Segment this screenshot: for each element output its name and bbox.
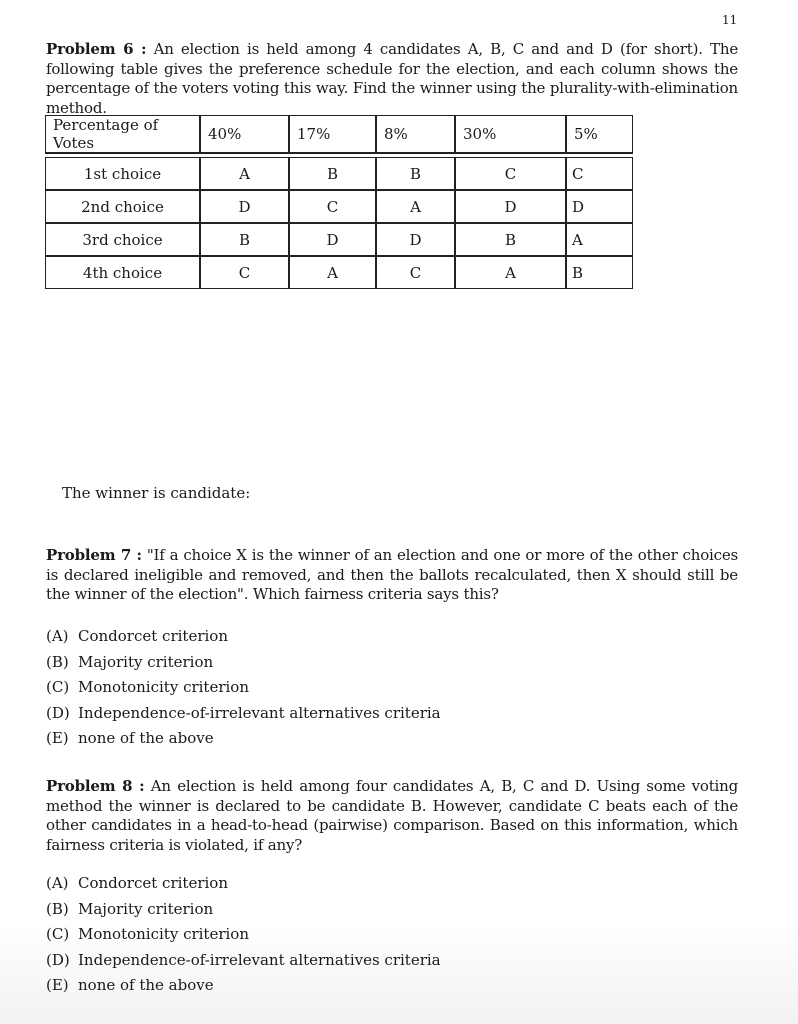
table-cell: A: [200, 157, 289, 190]
table-cell: D: [376, 223, 455, 256]
problem-8-text: An election is held among four candidates A, B, C and D. Using some voting method the winner is declared to be candidate B. However, candidate C beats each of the other candidates in a head-to-head (pairwise) comparison. Based on this information, which fairness criteria is violated, if any?: [46, 777, 738, 854]
problem-8-label: Problem 8 :: [46, 777, 145, 795]
table-cell: D: [455, 190, 566, 223]
preference-schedule-table: [45, 115, 633, 289]
table-cell: B: [289, 157, 376, 190]
table-row: [45, 157, 633, 190]
table-cell: D: [200, 190, 289, 223]
option-e[interactable]: (E) none of the above: [46, 976, 214, 994]
table-cell: A: [455, 256, 566, 289]
percentage-cell: 30%: [455, 115, 566, 154]
row-label: 4th choice: [45, 256, 200, 289]
problem-7-text: "If a choice X is the winner of an election and one or more of the other choices is declared ineligible and removed, and then the ballots recalculated, then X should still be the winner of the election". Which fairness criteria says this?: [46, 546, 738, 603]
table-row: [45, 190, 633, 223]
table-header-row: [45, 115, 633, 154]
option-a[interactable]: (A) Condorcet criterion: [46, 627, 228, 645]
option-c[interactable]: (C) Monotonicity criterion: [46, 925, 249, 943]
table-cell: D: [566, 190, 633, 223]
row-label: 2nd choice: [45, 190, 200, 223]
table-cell: A: [376, 190, 455, 223]
winner-prompt: The winner is candidate:: [62, 484, 251, 502]
table-cell: A: [289, 256, 376, 289]
table-cell: C: [376, 256, 455, 289]
table-cell: B: [455, 223, 566, 256]
table-row: [45, 256, 633, 289]
problem-6-label: Problem 6 :: [46, 40, 147, 58]
option-c[interactable]: (C) Monotonicity criterion: [46, 678, 249, 696]
table-cell: C: [200, 256, 289, 289]
table-cell: B: [200, 223, 289, 256]
problem-7-options: [46, 624, 441, 752]
table-row: [45, 223, 633, 256]
option-e[interactable]: (E) none of the above: [46, 729, 214, 747]
header-label: Percentage of Votes: [45, 115, 200, 154]
problem-6-statement: [46, 40, 738, 118]
percentage-cell: 5%: [566, 115, 633, 154]
percentage-cell: 40%: [200, 115, 289, 154]
option-a[interactable]: (A) Condorcet criterion: [46, 874, 228, 892]
option-b[interactable]: (B) Majority criterion: [46, 652, 214, 671]
row-label: 3rd choice: [45, 223, 200, 256]
table-cell: B: [376, 157, 455, 190]
option-d[interactable]: (D) Independence-of-irrelevant alternatives criteria: [46, 703, 441, 722]
percentage-cell: 8%: [376, 115, 455, 154]
percentage-cell: 17%: [289, 115, 376, 154]
table-cell: C: [289, 190, 376, 223]
row-label: 1st choice: [45, 157, 200, 190]
problem-8-statement: [46, 777, 738, 855]
table-cell: B: [566, 256, 633, 289]
problem-8-options: [46, 871, 441, 999]
option-b[interactable]: (B) Majority criterion: [46, 899, 214, 918]
table-cell: C: [566, 157, 633, 190]
option-d[interactable]: (D) Independence-of-irrelevant alternatives criteria: [46, 950, 441, 969]
problem-6-text: An election is held among 4 candidates A, B, C and and D (for short). The following table gives the preference schedule for the election, and each column shows the percentage of the voters voting this way. Find the winner using the plurality-with-elimination method.: [46, 40, 738, 117]
problem-7-statement: [46, 546, 738, 605]
table-cell: D: [289, 223, 376, 256]
problem-7-label: Problem 7 :: [46, 546, 142, 564]
table-cell: A: [566, 223, 633, 256]
page-number: 11: [722, 13, 738, 27]
table-cell: C: [455, 157, 566, 190]
